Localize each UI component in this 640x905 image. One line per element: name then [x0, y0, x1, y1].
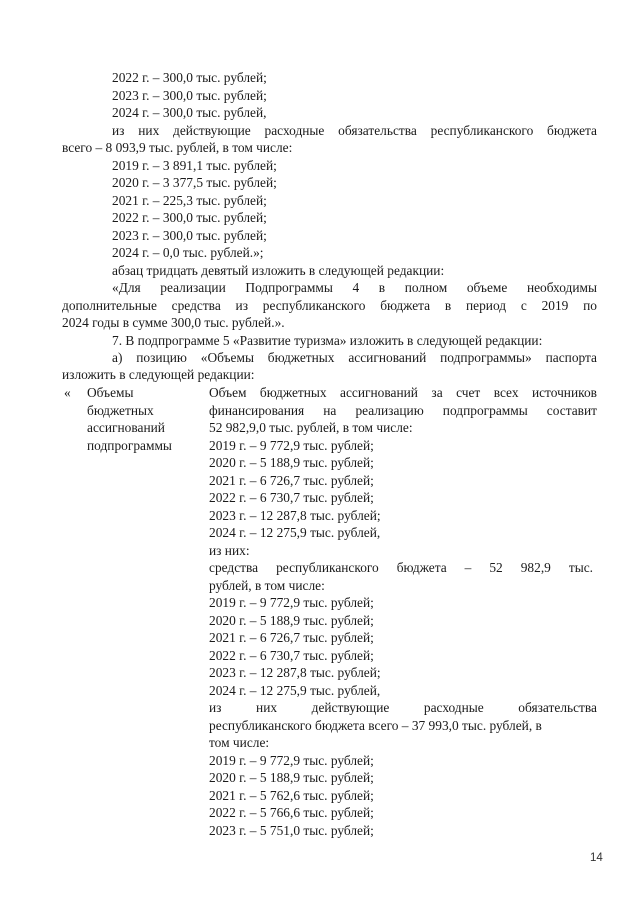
table-cell-line: 2021 г. – 5 762,6 тыс. рублей; [209, 788, 374, 803]
table-cell-line: 2021 г. – 6 726,7 тыс. рублей; [209, 630, 374, 645]
paragraph-line: всего – 8 093,9 тыс. рублей, в том числе: [62, 140, 293, 155]
table-cell-line: 2019 г. – 9 772,9 тыс. рублей; [209, 438, 374, 453]
text-line: 2023 г. – 300,0 тыс. рублей; [112, 88, 267, 103]
text-line: 2022 г. – 300,0 тыс. рублей; [112, 70, 267, 85]
table-cell-line: 2020 г. – 5 188,9 тыс. рублей; [209, 770, 374, 785]
table-cell-line: 2022 г. – 6 730,7 тыс. рублей; [209, 648, 374, 663]
text-line: абзац тридцать девятый изложить в следующей редакции: [112, 263, 445, 278]
table-cell-line: 2022 г. – 5 766,6 тыс. рублей; [209, 805, 374, 820]
paragraph-line: из них действующие расходные обязательства республиканского бюджета [112, 123, 597, 138]
table-label: подпрограммы [87, 438, 172, 453]
table-cell-line: 2019 г. – 9 772,9 тыс. рублей; [209, 753, 374, 768]
text-line: 2024 г. – 300,0 тыс. рублей, [112, 105, 267, 120]
table-label: ассигнований [87, 420, 165, 435]
table-cell-line: 2023 г. – 12 287,8 тыс. рублей; [209, 508, 381, 523]
table-cell-line: том числе: [209, 735, 270, 750]
table-label: бюджетных [87, 403, 154, 418]
table-cell-line: 2019 г. – 9 772,9 тыс. рублей; [209, 595, 374, 610]
paragraph-line: а) позицию «Объемы бюджетных ассигнований подпрограммы» паспорта [112, 350, 597, 365]
table-label: Объемы [87, 385, 134, 400]
text-line: 2020 г. – 3 377,5 тыс. рублей; [112, 175, 277, 190]
table-cell-line: 2024 г. – 12 275,9 тыс. рублей, [209, 683, 381, 698]
text-line: 7. В подпрограмме 5 «Развитие туризма» изложить в следующей редакции: [112, 333, 543, 348]
text-line: 2022 г. – 300,0 тыс. рублей; [112, 210, 267, 225]
table-cell-line: из них: [209, 543, 250, 558]
open-quote: « [64, 385, 71, 400]
text-line: 2019 г. – 3 891,1 тыс. рублей; [112, 158, 277, 173]
paragraph-line: «Для реализации Подпрограммы 4 в полном объеме необходимы [112, 280, 597, 295]
page-number: 14 [590, 852, 603, 864]
table-cell-line: из них действующие расходные обязательства [209, 700, 597, 715]
table-cell-line: республиканского бюджета всего – 37 993,0 тыс. рублей, в [209, 718, 542, 733]
table-cell-line: 2024 г. – 12 275,9 тыс. рублей, [209, 525, 381, 540]
paragraph-line: дополнительные средства из республиканского бюджета в период с 2019 по [62, 298, 597, 313]
table-cell-line: средства республиканского бюджета – 52 982,9 тыс. [209, 560, 593, 575]
table-cell-line: 2023 г. – 5 751,0 тыс. рублей; [209, 823, 374, 838]
paragraph-line: 2024 годы в сумме 300,0 тыс. рублей.». [62, 315, 285, 330]
table-cell-line: 52 982,9,0 тыс. рублей, в том числе: [209, 420, 413, 435]
table-cell-line: 2022 г. – 6 730,7 тыс. рублей; [209, 490, 374, 505]
text-line: 2024 г. – 0,0 тыс. рублей.»; [112, 245, 264, 260]
table-cell-line: 2020 г. – 5 188,9 тыс. рублей; [209, 613, 374, 628]
paragraph-line: изложить в следующей редакции: [62, 367, 255, 382]
text-line: 2021 г. – 225,3 тыс. рублей; [112, 193, 267, 208]
table-cell-line: 2021 г. – 6 726,7 тыс. рублей; [209, 473, 374, 488]
table-cell-line: Объем бюджетных ассигнований за счет всех источников [209, 385, 597, 400]
text-line: 2023 г. – 300,0 тыс. рублей; [112, 228, 267, 243]
table-cell-line: финансирования на реализацию подпрограммы составит [209, 403, 597, 418]
table-cell-line: 2020 г. – 5 188,9 тыс. рублей; [209, 455, 374, 470]
table-cell-line: 2023 г. – 12 287,8 тыс. рублей; [209, 665, 381, 680]
table-cell-line: рублей, в том числе: [209, 578, 325, 593]
